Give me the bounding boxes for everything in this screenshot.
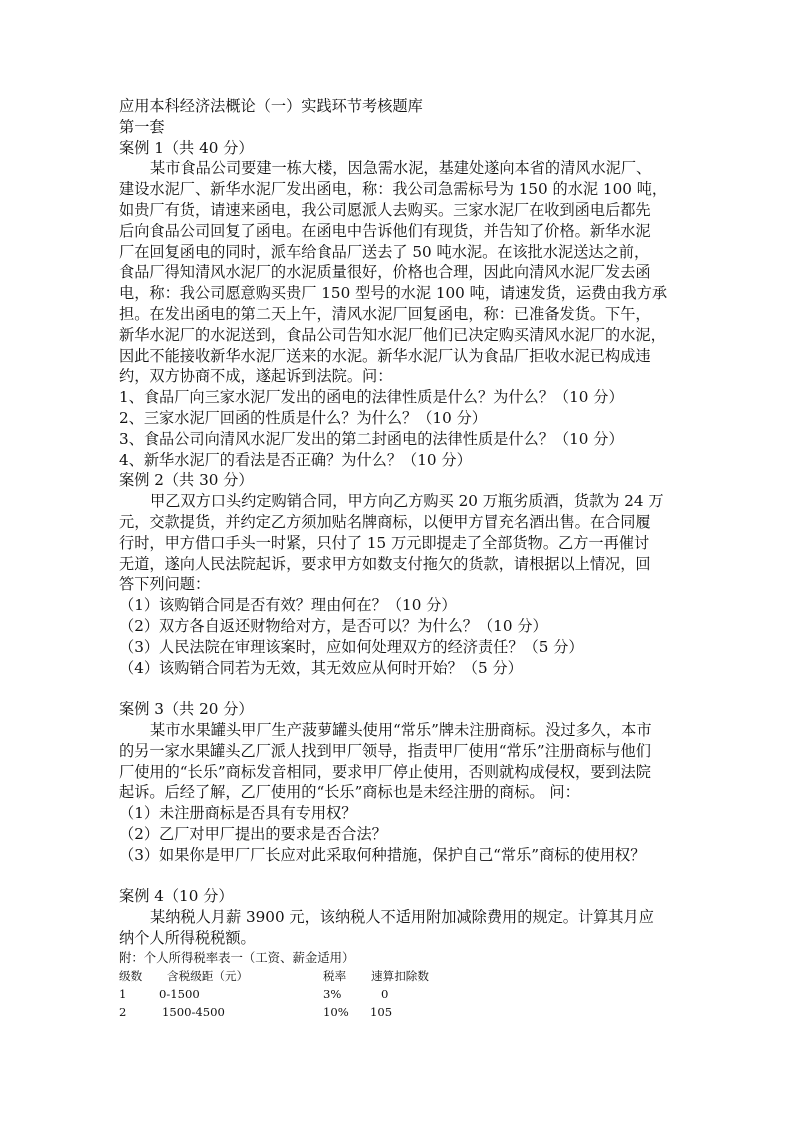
case-1-question: 4、新华水泥厂的看法是否正确？为什么？（10 分） (119, 450, 472, 469)
tax-table-row (119, 1003, 679, 1021)
row-level: 2 (119, 1005, 127, 1020)
set-name: 第一套 (119, 117, 165, 136)
case-1-text: 后向食品公司回复了函电。在函电中告诉他们有现货，并告知了价格。新华水泥 (119, 221, 651, 240)
case-1-text: 食品厂得知清风水泥厂的水泥质量很好，价格也合理，因此向清风水泥厂发去函 (119, 263, 651, 282)
case-2-question: （2）双方各自返还财物给对方，是否可以？为什么？（10 分） (119, 616, 548, 635)
case-3-text: 的另一家水果罐头乙厂派人找到甲厂领导，指责甲厂使用“常乐”注册商标与他们 (119, 741, 651, 760)
tax-table-header (119, 967, 679, 985)
header-deduction: 速算扣除数 (371, 968, 429, 983)
row-rate: 10% (323, 1005, 349, 1020)
case-1-question: 3、食品公司向清风水泥厂发出的第二封函电的法律性质是什么？（10 分） (119, 429, 624, 448)
case-1-question: 2、三家水泥厂回函的性质是什么？为什么？（10 分） (119, 408, 487, 427)
case-3-question: （3）如果你是甲厂厂长应对此采取何种措施，保护自己“常乐”商标的使用权？ (119, 845, 646, 864)
tax-table-row (119, 985, 679, 1003)
case-1-text: 如贵厂有货，请速来函电，我公司愿派人去购买。三家水泥厂在收到函电后都先 (119, 200, 651, 219)
case-2-text: 答下列问题： (119, 575, 211, 594)
document-page (119, 96, 679, 1021)
case-1-text: 新华水泥厂的水泥送到，食品公司告知水泥厂他们已决定购买清风水泥厂的水泥， (119, 325, 666, 344)
row-rate: 3% (323, 987, 342, 1002)
case-3-question: （1）未注册商标是否具有专用权？ (119, 804, 357, 823)
case-1-text: 厂在回复函电的同时，派车给食品厂送去了 50 吨水泥。在该批水泥送达之前， (119, 242, 650, 261)
document-title: 应用本科经济法概论（一）实践环节考核题库 (119, 97, 423, 115)
case-3-heading: 案例 3（共 20 分） (119, 700, 254, 719)
header-bracket: 含税级距（元） (167, 968, 249, 983)
case-2-question: （4）该购销合同若为无效，其无效应从何时开始？（5 分） (119, 658, 523, 677)
row-level: 1 (119, 987, 127, 1002)
case-1-question: 1、食品厂向三家水泥厂发出的函电的法律性质是什么？为什么？（10 分） (119, 388, 624, 407)
case-3-question: （2）乙厂对甲厂提出的要求是否合法？ (119, 824, 387, 843)
row-deduction: 105 (370, 1005, 393, 1020)
case-1-text: 建设水泥厂、新华水泥厂发出函电，称：我公司急需标号为 150 的水泥 100 吨， (119, 180, 668, 199)
case-1-text: 约，双方协商不成，遂起诉到法院。问： (119, 367, 393, 386)
row-deduction: 0 (381, 987, 389, 1002)
case-4-text: 某纳税人月薪 3900 元，该纳税人不适用附加减除费用的规定。计算其月应 (150, 908, 654, 927)
case-3-text: 厂使用的“长乐”商标发音相同，要求甲厂停止使用，否则就构成侵权，要到法院 (119, 762, 651, 781)
header-rate: 税率 (323, 968, 347, 983)
case-2-text: 元，交款提货，并约定乙方须加贴名牌商标，以便甲方冒充名酒出售。在合同履 (119, 512, 651, 531)
case-3-text: 起诉。后经了解，乙厂使用的“长乐”商标也是未经注册的商标。 问： (119, 783, 580, 802)
header-level: 级数 (119, 968, 143, 983)
case-3-text: 某市水果罐头甲厂生产菠萝罐头使用“常乐”牌未注册商标。没过多久，本市 (150, 720, 652, 739)
case-4-heading: 案例 4（10 分） (119, 887, 234, 906)
case-1-text: 电，称：我公司愿意购买贵厂 150 型号的水泥 100 吨，请速发货，运费由我方承 (119, 284, 668, 303)
case-1-text: 担。在发出函电的第二天上午，清风水泥厂回复函电，称：已准备发货。下午， (119, 304, 651, 323)
case-2-heading: 案例 2（共 30 分） (119, 471, 254, 490)
case-1-text: 因此不能接收新华水泥厂送来的水泥。新华水泥厂认为食品厂拒收水泥已构成违 (119, 346, 651, 365)
case-2-text: 无道，遂向人民法院起诉，要求甲方如数支付拖欠的货款，请根据以上情况，回 (119, 554, 651, 573)
case-2-question: （1）该购销合同是否有效？理由何在？（10 分） (119, 596, 457, 615)
case-4-text: 纳个人所得税税额。 (119, 928, 256, 947)
row-bracket: 0-1500 (159, 987, 200, 1002)
blank-line (119, 865, 679, 886)
blank-line (119, 678, 679, 699)
appendix-caption: 附：个人所得税率表一（工资、薪金适用） (119, 949, 355, 965)
case-2-text: 甲乙双方口头约定购销合同，甲方向乙方购买 20 万瓶劣质酒，货款为 24 万 (150, 492, 664, 511)
case-2-text: 行时，甲方借口手头一时紧，只付了 15 万元即提走了全部货物。乙方一再催讨 (119, 533, 650, 552)
case-1-text: 某市食品公司要建一栋大楼，因急需水泥，基建处遂向本省的清风水泥厂、 (150, 159, 652, 178)
row-bracket: 1500-4500 (162, 1005, 225, 1020)
case-1-heading: 案例 1（共 40 分） (119, 138, 254, 157)
case-2-question: （3）人民法院在审理该案时，应如何处理双方的经济责任？（5 分） (119, 637, 584, 656)
